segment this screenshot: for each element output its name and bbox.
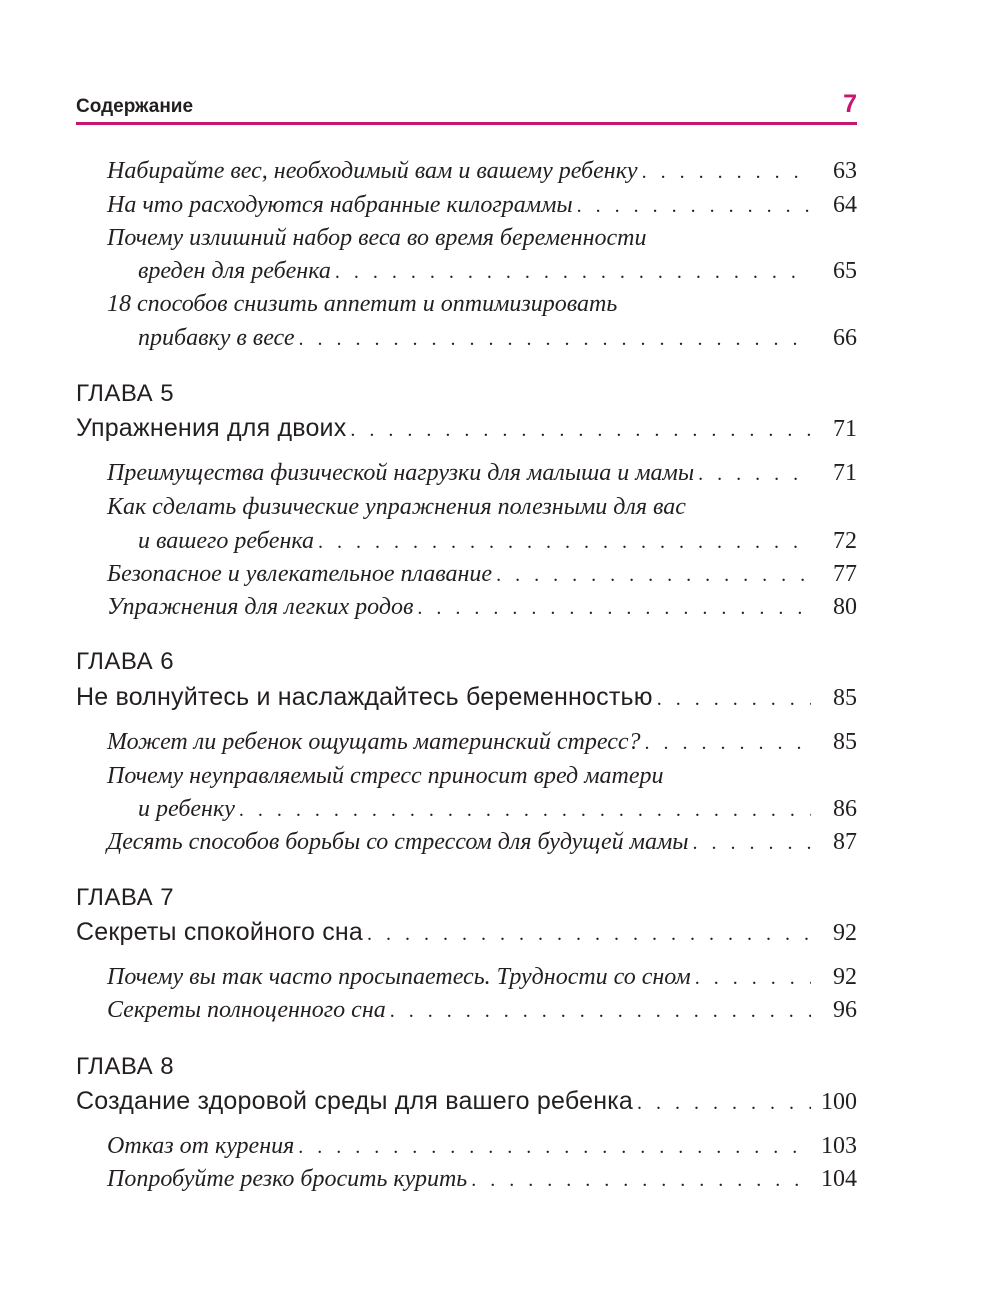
chapter-label: ГЛАВА 7	[76, 884, 175, 911]
toc-entry-page: 63	[833, 158, 857, 184]
toc-entry[interactable]	[107, 459, 857, 488]
toc-entry-page: 87	[833, 829, 857, 855]
toc-entry[interactable]	[138, 257, 857, 286]
toc-entry-page: 86	[833, 796, 857, 822]
page-header	[76, 92, 857, 125]
toc-entry-title: Может ли ребенок ощущать материнский стресс?	[107, 729, 641, 755]
toc-entry[interactable]	[107, 996, 857, 1025]
leader-dots	[318, 528, 811, 556]
toc-entry-title: Секреты полноценного сна	[107, 997, 386, 1023]
leader-dots	[350, 419, 811, 442]
leader-dots	[645, 729, 811, 757]
chapter-heading[interactable]	[76, 414, 857, 443]
toc-entry[interactable]	[107, 963, 857, 992]
leader-dots	[471, 1166, 811, 1194]
leader-dots	[637, 1092, 811, 1115]
toc-entry-title[interactable]: Почему излишний набор веса во время беременности	[107, 225, 647, 251]
toc-entry[interactable]	[107, 191, 857, 220]
toc-entry-page: 80	[833, 594, 857, 620]
toc-entry-title: Отказ от курения	[107, 1133, 295, 1159]
toc-entry-title-cont: и ребенку	[138, 796, 235, 822]
leader-dots	[390, 997, 811, 1025]
chapter-heading[interactable]	[76, 683, 857, 712]
toc-entry[interactable]	[107, 828, 857, 857]
chapter-title: Не волнуйтесь и наслаждайтесь беременностью	[76, 683, 653, 711]
toc-entry-title: Попробуйте резко бросить курить	[107, 1166, 468, 1192]
header-rule	[76, 122, 857, 125]
chapter-label: ГЛАВА 8	[76, 1053, 175, 1080]
toc-entry-page: 72	[833, 528, 857, 554]
toc-entry-title: На что расходуются набранные килограммы	[107, 192, 573, 218]
toc-entry-page: 92	[833, 964, 857, 990]
chapter-page: 100	[821, 1089, 857, 1115]
leader-dots	[496, 561, 811, 589]
chapter-page: 85	[833, 685, 857, 711]
toc-entry-page: 64	[833, 192, 857, 218]
chapter-heading[interactable]	[76, 1087, 857, 1116]
toc-entry[interactable]	[107, 728, 857, 757]
leader-dots	[367, 923, 811, 946]
chapter-title: Секреты спокойного сна	[76, 918, 364, 946]
leader-dots	[577, 192, 811, 220]
toc-entry-title: Безопасное и увлекательное плавание	[107, 561, 493, 587]
toc-entry-title: Почему вы так часто просыпаетесь. Трудности со сном	[107, 964, 691, 990]
toc-entry[interactable]	[138, 795, 857, 824]
leader-dots	[298, 1133, 811, 1161]
toc-entry-page: 65	[833, 258, 857, 284]
chapter-title: Создание здоровой среды для вашего ребенка	[76, 1087, 633, 1115]
toc-entry[interactable]	[107, 593, 857, 622]
toc-entry-page: 77	[833, 561, 857, 587]
toc-entry-title[interactable]: Как сделать физические упражнения полезными для вас	[107, 494, 686, 520]
leader-dots	[657, 688, 811, 711]
page-number: 7	[843, 90, 857, 118]
toc-entry-title: Десять способов борьбы со стрессом для будущей мамы	[107, 829, 689, 855]
chapter-page: 92	[833, 920, 857, 946]
leader-dots	[299, 325, 811, 353]
leader-dots	[698, 460, 811, 488]
chapter-title: Упражнения для двоих	[76, 414, 347, 442]
toc-entry-page: 71	[833, 460, 857, 486]
running-head-title: Содержание	[76, 96, 194, 117]
toc-entry-title: Набирайте вес, необходимый вам и вашему ребенку	[107, 158, 638, 184]
toc-entry-page: 96	[833, 997, 857, 1023]
toc-entry-title: Упражнения для легких родов	[107, 594, 414, 620]
toc-entry[interactable]	[107, 560, 857, 589]
chapter-label: ГЛАВА 5	[76, 380, 175, 407]
toc-entry[interactable]	[107, 157, 857, 186]
toc-entry-title[interactable]: Почему неуправляемый стресс приносит вред матери	[107, 763, 664, 789]
toc-entry-title-cont: и вашего ребенка	[138, 528, 314, 554]
leader-dots	[695, 964, 811, 992]
toc-entry-title-cont: прибавку в весе	[138, 325, 295, 351]
toc-entry-page: 103	[821, 1133, 857, 1159]
chapter-heading[interactable]	[76, 918, 857, 947]
chapter-page: 71	[833, 416, 857, 442]
toc-entry[interactable]	[107, 1165, 857, 1194]
leader-dots	[417, 594, 811, 622]
leader-dots	[642, 158, 811, 186]
leader-dots	[239, 796, 811, 824]
leader-dots	[693, 829, 811, 857]
toc-entry[interactable]	[138, 527, 857, 556]
chapter-label: ГЛАВА 6	[76, 648, 175, 675]
toc-entry-page: 85	[833, 729, 857, 755]
toc-entry-title[interactable]: 18 способов снизить аппетит и оптимизировать	[107, 291, 618, 317]
leader-dots	[335, 258, 811, 286]
toc-entry-page: 104	[821, 1166, 857, 1192]
toc-entry-title: Преимущества физической нагрузки для малыша и мамы	[107, 460, 695, 486]
toc-entry[interactable]	[138, 324, 857, 353]
toc-entry-title-cont: вреден для ребенка	[138, 258, 331, 284]
toc-entry-page: 66	[833, 325, 857, 351]
toc-entry[interactable]	[107, 1132, 857, 1161]
